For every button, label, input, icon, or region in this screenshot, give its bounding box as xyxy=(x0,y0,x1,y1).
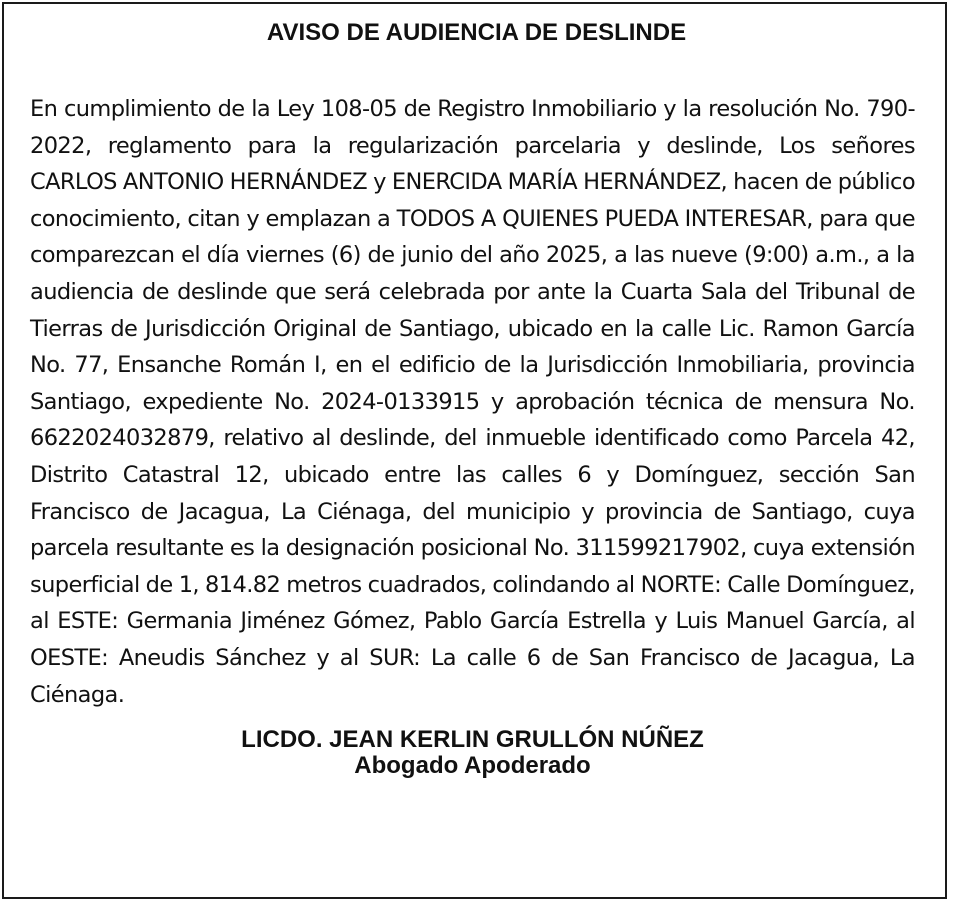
signer-role: Abogado Apoderado xyxy=(354,752,591,780)
signer-name: LICDO. JEAN KERLIN GRULLÓN NÚÑEZ xyxy=(241,726,704,754)
legal-notice xyxy=(2,2,947,899)
signature-block xyxy=(30,727,915,779)
notice-title: AVISO DE AUDIENCIA DE DESLINDE xyxy=(266,19,687,46)
notice-body: En cumplimiento de la Ley 108-05 de Registro Inmobiliario y la resolución No. 790-2022, reglamento para la regularización parcelaria y deslinde, Los señores CARLOS ANTONIO HERNÁNDEZ y ENERCIDA MARÍA HERNÁNDEZ, hacen de público conocimiento, citan y emplazan a TODOS A QUIENES PUEDA INTERESAR, para que comparezcan el día viernes (6) de junio del año 2025, a las nueve (9:00) a.m., a la audiencia de deslinde que será celebrada por ante la Cuarta Sala del Tribunal de Tierras de Jurisdicción Original de Santiago, ubicado en la calle Lic. Ramon García No. 77, Ensanche Román I, en el edificio de la Jurisdicción Inmobiliaria, provincia Santiago, expediente No. 2024-0133915 y aprobación técnica de mensura No. 6622024032879, relativo al deslinde, del inmueble identificado como Parcela 42, Distrito Catastral 12, ubicado entre las calles 6 y Domínguez, sección San Francisco de Jacagua, La Ciénaga, del municipio y provincia de Santiago, cuya parcela resultante es la designación posicional No. 311599217902, cuya extensión superficial de 1, 814.82 metros cuadrados, colindando al NORTE: Calle Domínguez, al ESTE: Germania Jiménez Gómez, Pablo García Estrella y Luis Manuel García, al OESTE: Aneudis Sánchez y al SUR: La calle 6 de San Francisco de Jacagua, La Ciénaga. xyxy=(30,96,915,708)
